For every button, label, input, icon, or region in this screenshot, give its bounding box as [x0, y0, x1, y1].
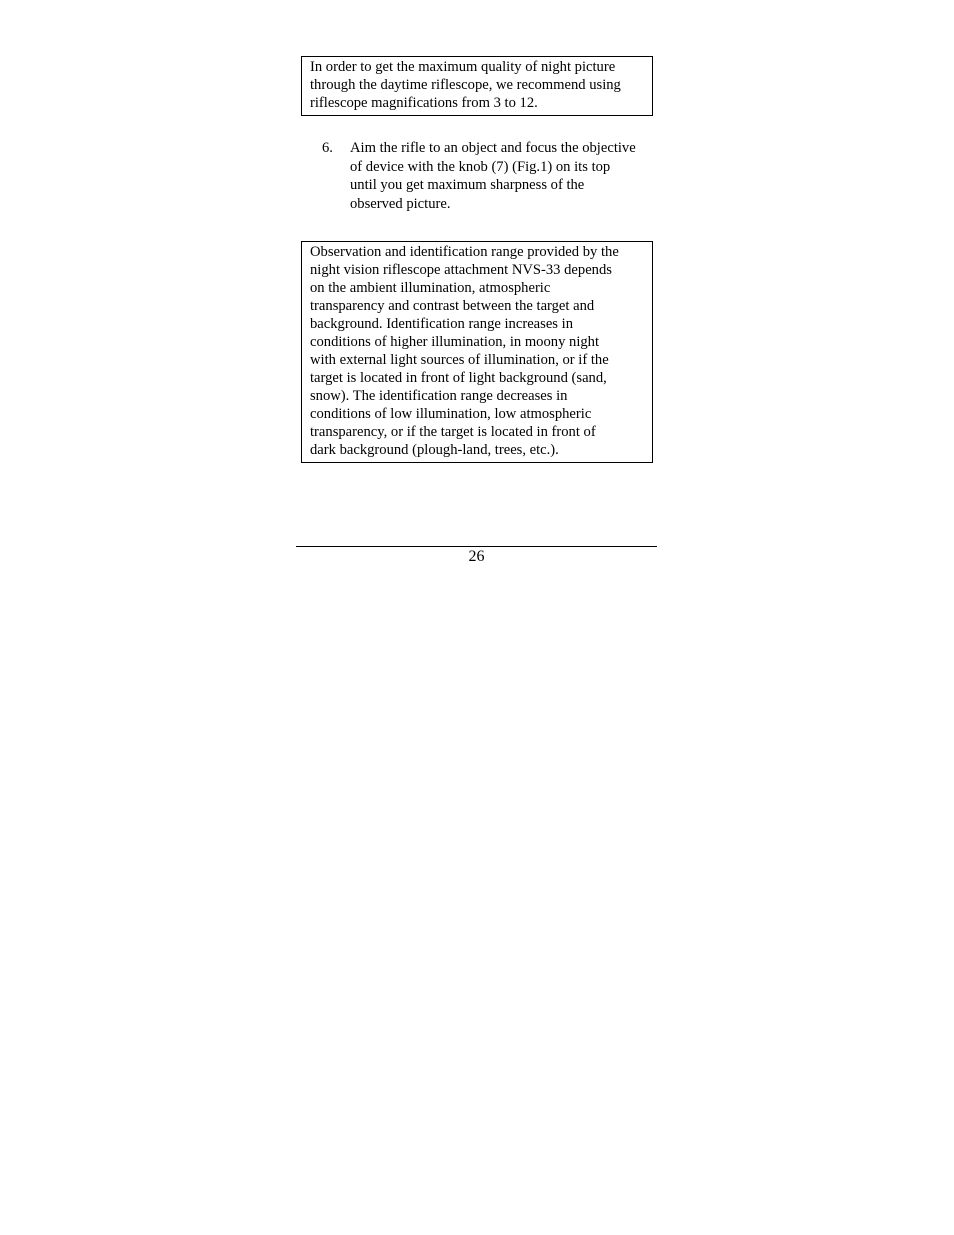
- note-line: night vision riflescope attachment NVS-33 depends: [310, 262, 612, 278]
- note-line: through the daytime riflescope, we recommend using: [310, 77, 621, 93]
- step-text: [350, 139, 636, 214]
- note-line: conditions of low illumination, low atmospheric: [310, 406, 592, 422]
- step-line: until you get maximum sharpness of the: [350, 177, 585, 194]
- note-line: In order to get the maximum quality of night picture: [310, 59, 616, 75]
- note-line: transparency, or if the target is located in front of: [310, 424, 596, 440]
- step-number: 6.: [322, 140, 333, 156]
- page-number: 26: [468, 548, 485, 565]
- magnification-note-box: [301, 56, 653, 116]
- note-line: target is located in front of light background (sand,: [310, 370, 607, 386]
- note-line: background. Identification range increases in: [310, 316, 573, 332]
- note-line: riflescope magnifications from 3 to 12.: [310, 95, 538, 111]
- note-line: Observation and identification range provided by the: [310, 244, 619, 260]
- note-line: on the ambient illumination, atmospheric: [310, 280, 551, 296]
- note-line: with external light sources of illumination, or if the: [310, 352, 609, 368]
- note-line: conditions of higher illumination, in moony night: [310, 334, 600, 350]
- step-line: Aim the rifle to an object and focus the objective: [350, 140, 636, 156]
- note-line: transparency and contrast between the target and: [310, 298, 595, 314]
- step-line: observed picture.: [350, 196, 451, 213]
- note-line: snow). The identification range decreases in: [310, 388, 568, 404]
- step-line: of device with the knob (7) (Fig.1) on its top: [350, 158, 611, 175]
- identification-range-note-box: [301, 241, 653, 463]
- footer-divider: [296, 546, 657, 547]
- note-line: dark background (plough-land, trees, etc.).: [310, 442, 559, 458]
